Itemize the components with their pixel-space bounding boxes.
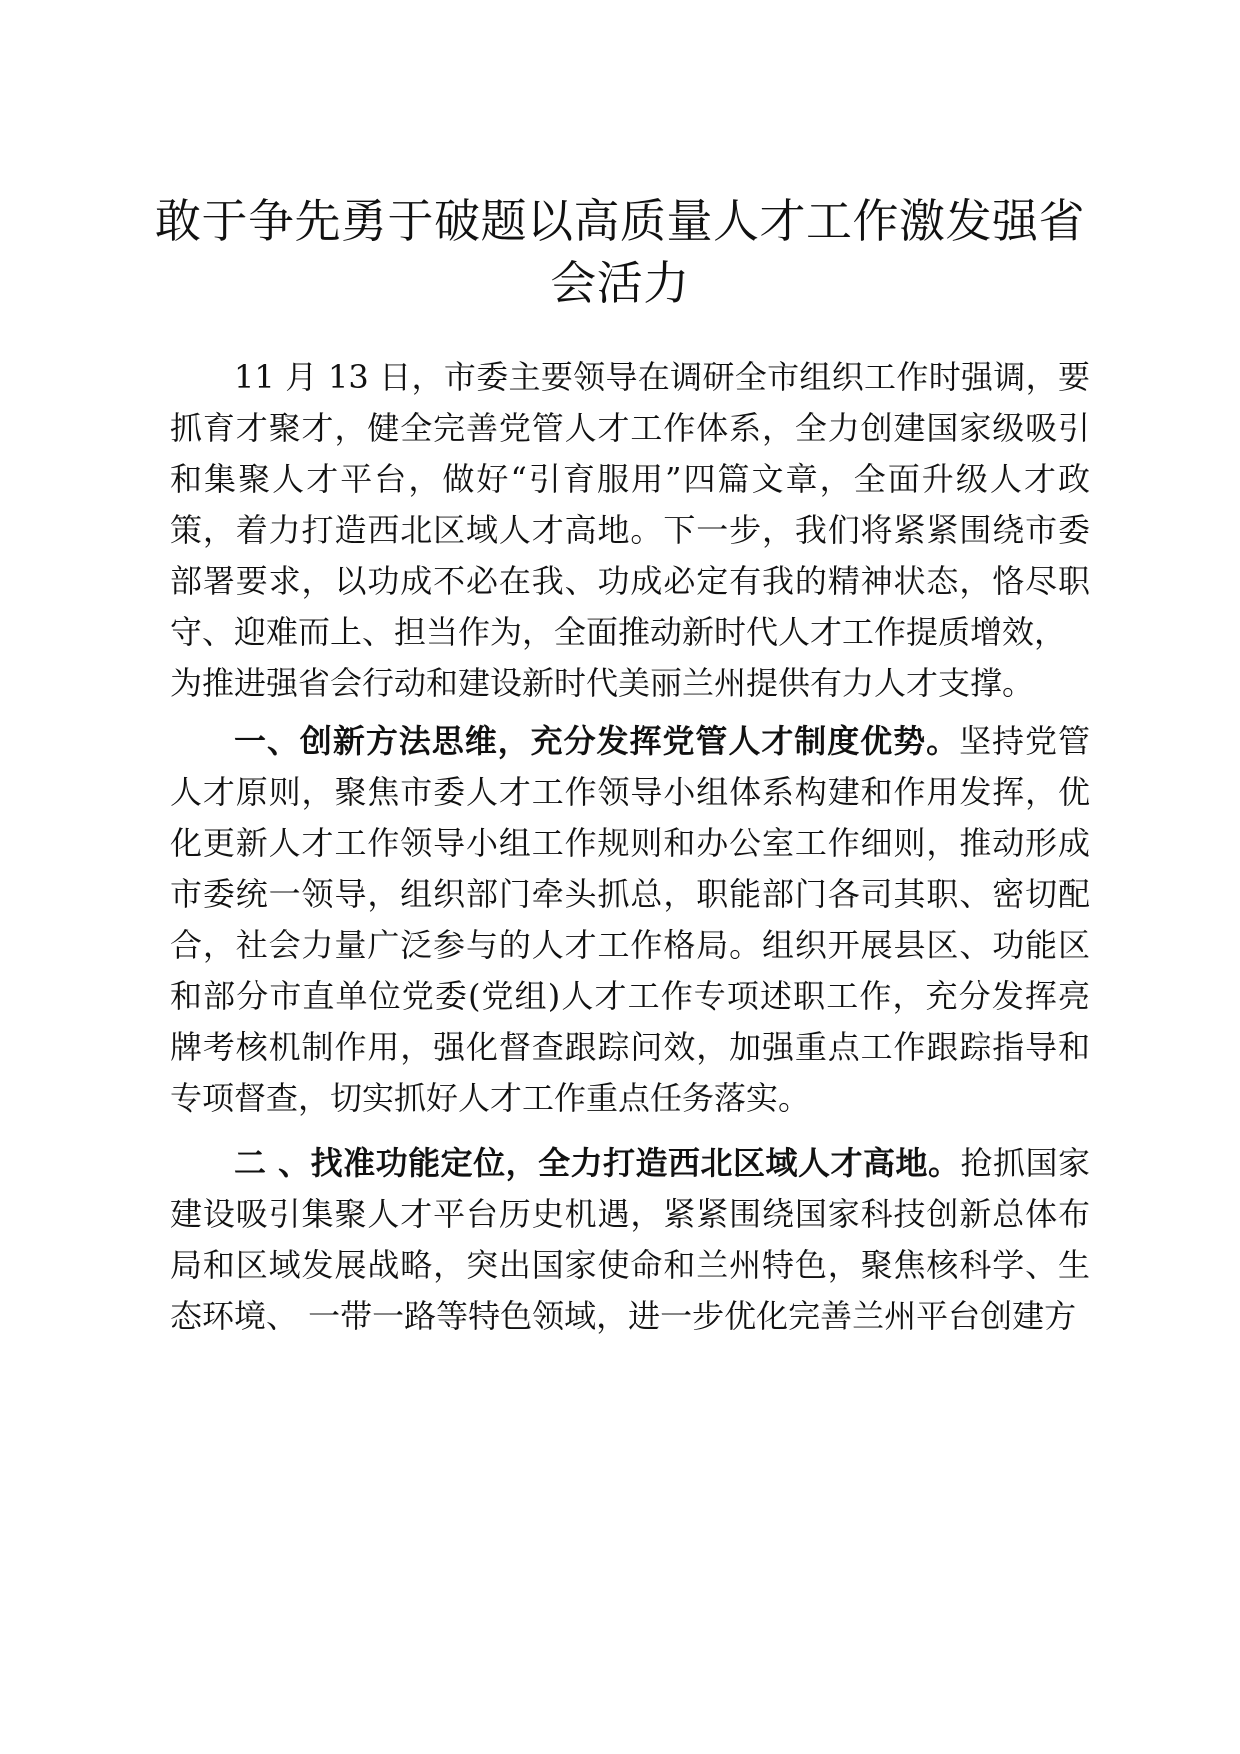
section-1-heading: 一、创新方法思维，充分发挥党管人才制度优势。 xyxy=(234,722,960,760)
intro-paragraph: 11 月 13 日，市委主要领导在调研全市组织工作时强调，要 抓育才聚才，健全完善党管人才工作体系，全力创建国家级吸引 和集聚人才平台，做好“引育服用”四篇文章，全面升级人才政 策，着力打造西北区域人才高地。下一步，我们将紧紧围绕市委 部署要求，以功成不必在我、功成必定有我的精神状态，恪尽职 守、迎难而上、担当作为，全面推动新时代人才工作提质增效， xyxy=(170,358,1090,651)
document-title-line-1: 敢于争先勇于破题以高质量人才工作激发强省 xyxy=(155,194,1085,248)
section-1-body: 坚持党管人才原则，聚焦市委人才工作领导小组体系构建和作用发挥，优化更新人才工作领导小组工作规则和办公室工作细则，推动形成市委统一领导，组织部门牵头抓总，职能部门各司其职、密切配合，社会力量广泛参与的人才工作格局。组织开展县区、功能区和部分市直单位党委(党组)人才工作专项述职工作，充分发挥亮牌考核机制作用，强化督查跟踪问效，加强重点工作跟踪指导和专项督查，切实抓好人才工作重点任务落实。 xyxy=(170,722,1090,1117)
intro-paragraph-tail: 为推进强省会行动和建设新时代美丽兰州提供有力人才支撑。 xyxy=(170,664,1035,702)
section-1-paragraph xyxy=(170,716,1090,1124)
document-body xyxy=(170,352,1090,1342)
section-2-body: 抢抓国家建设吸引集聚人才平台历史机遇，紧紧围绕国家科技创新总体布局和区域发展战略，突出国家使命和兰州特色，聚焦核科学、生态环境、 一带一路等特色领域，进一步优化完善兰州平台创建方 xyxy=(170,1144,1090,1335)
section-2-paragraph xyxy=(170,1138,1090,1342)
section-2-heading: 二 、找准功能定位，全力打造西北区域人才高地。 xyxy=(234,1144,961,1182)
document-title-line-2: 会活力 xyxy=(550,256,690,310)
